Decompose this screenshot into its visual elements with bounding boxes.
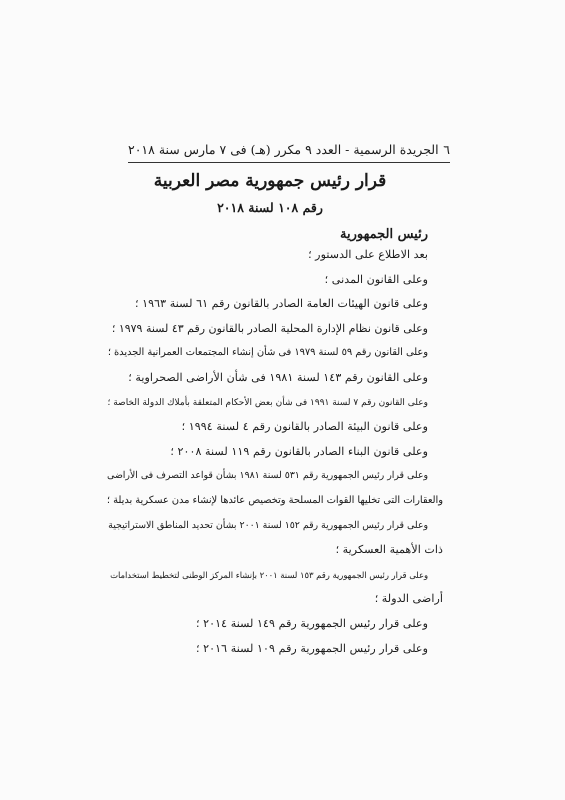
preamble-line: وعلى القانون رقم ١٤٣ لسنة ١٩٨١ فى شأن الأراضى الصحراوية ؛ xyxy=(128,370,428,384)
preamble-line: وعلى القانون رقم ٧ لسنة ١٩٩١ فى شأن بعض الأحكام المتعلقة بأملاك الدولة الخاصة ؛ xyxy=(107,397,428,408)
decree-title: قرار رئيس جمهورية مصر العربية xyxy=(153,171,387,191)
preamble-lines xyxy=(108,243,443,661)
preamble-line: بعد الاطلاع على الدستور ؛ xyxy=(308,248,428,261)
decree-number: رقم ١٠٨ لسنة ٢٠١٨ xyxy=(217,200,323,215)
preamble-line: وعلى القانون رقم ٥٩ لسنة ١٩٧٩ فى شأن إنشاء المجتمعات العمرانية الجديدة ؛ xyxy=(107,347,428,359)
preamble-line: وعلى قانون البناء الصادر بالقانون رقم ١١٩ لسنة ٢٠٠٨ ؛ xyxy=(170,444,428,458)
preamble-line: والعقارات التى تخليها القوات المسلحة وتخصيص عائدها لإنشاء مدن عسكرية بديلة ؛ xyxy=(106,494,443,506)
preamble-line: وعلى قرار رئيس الجمهورية رقم ١٤٩ لسنة ٢٠١٤ ؛ xyxy=(195,616,428,630)
preamble-line: وعلى القانون المدنى ؛ xyxy=(324,272,428,286)
preamble-line: وعلى قرار رئيس الجمهورية رقم ٥٣١ لسنة ١٩٨١ بشأن قواعد التصرف فى الأراضى xyxy=(107,470,428,482)
preamble-line: وعلى قانون البيئة الصادر بالقانون رقم ٤ لسنة ١٩٩٤ ؛ xyxy=(181,420,428,434)
preamble-line: ذات الأهمية العسكرية ؛ xyxy=(335,543,443,557)
gazette-header xyxy=(128,138,450,160)
preamble-line: وعلى قرار رئيس الجمهورية رقم ١٥٣ لسنة ٢٠٠١ بإنشاء المركز الوطنى لتخطيط استخدامات xyxy=(110,569,428,580)
page-number: ٦ xyxy=(443,141,450,157)
issuer-heading: رئيس الجمهورية xyxy=(340,227,428,242)
header-divider xyxy=(128,162,450,163)
preamble-line: وعلى قانون الهيئات العامة الصادر بالقانون رقم ٦١ لسنة ١٩٦٣ ؛ xyxy=(135,297,428,311)
preamble-line: وعلى قرار رئيس الجمهورية رقم ١٥٢ لسنة ٢٠٠١ بشأن تحديد المناطق الاستراتيجية xyxy=(108,519,428,531)
preamble-line: وعلى قرار رئيس الجمهورية رقم ١٠٩ لسنة ٢٠١٦ ؛ xyxy=(195,641,428,655)
gazette-issue-line: الجريدة الرسمية - العدد ٩ مكرر (هـ) فى ٧ مارس سنة ٢٠١٨ xyxy=(128,141,439,157)
preamble-line: أراضى الدولة ؛ xyxy=(374,592,443,606)
preamble-line: وعلى قانون نظام الإدارة المحلية الصادر بالقانون رقم ٤٣ لسنة ١٩٧٩ ؛ xyxy=(111,321,428,335)
